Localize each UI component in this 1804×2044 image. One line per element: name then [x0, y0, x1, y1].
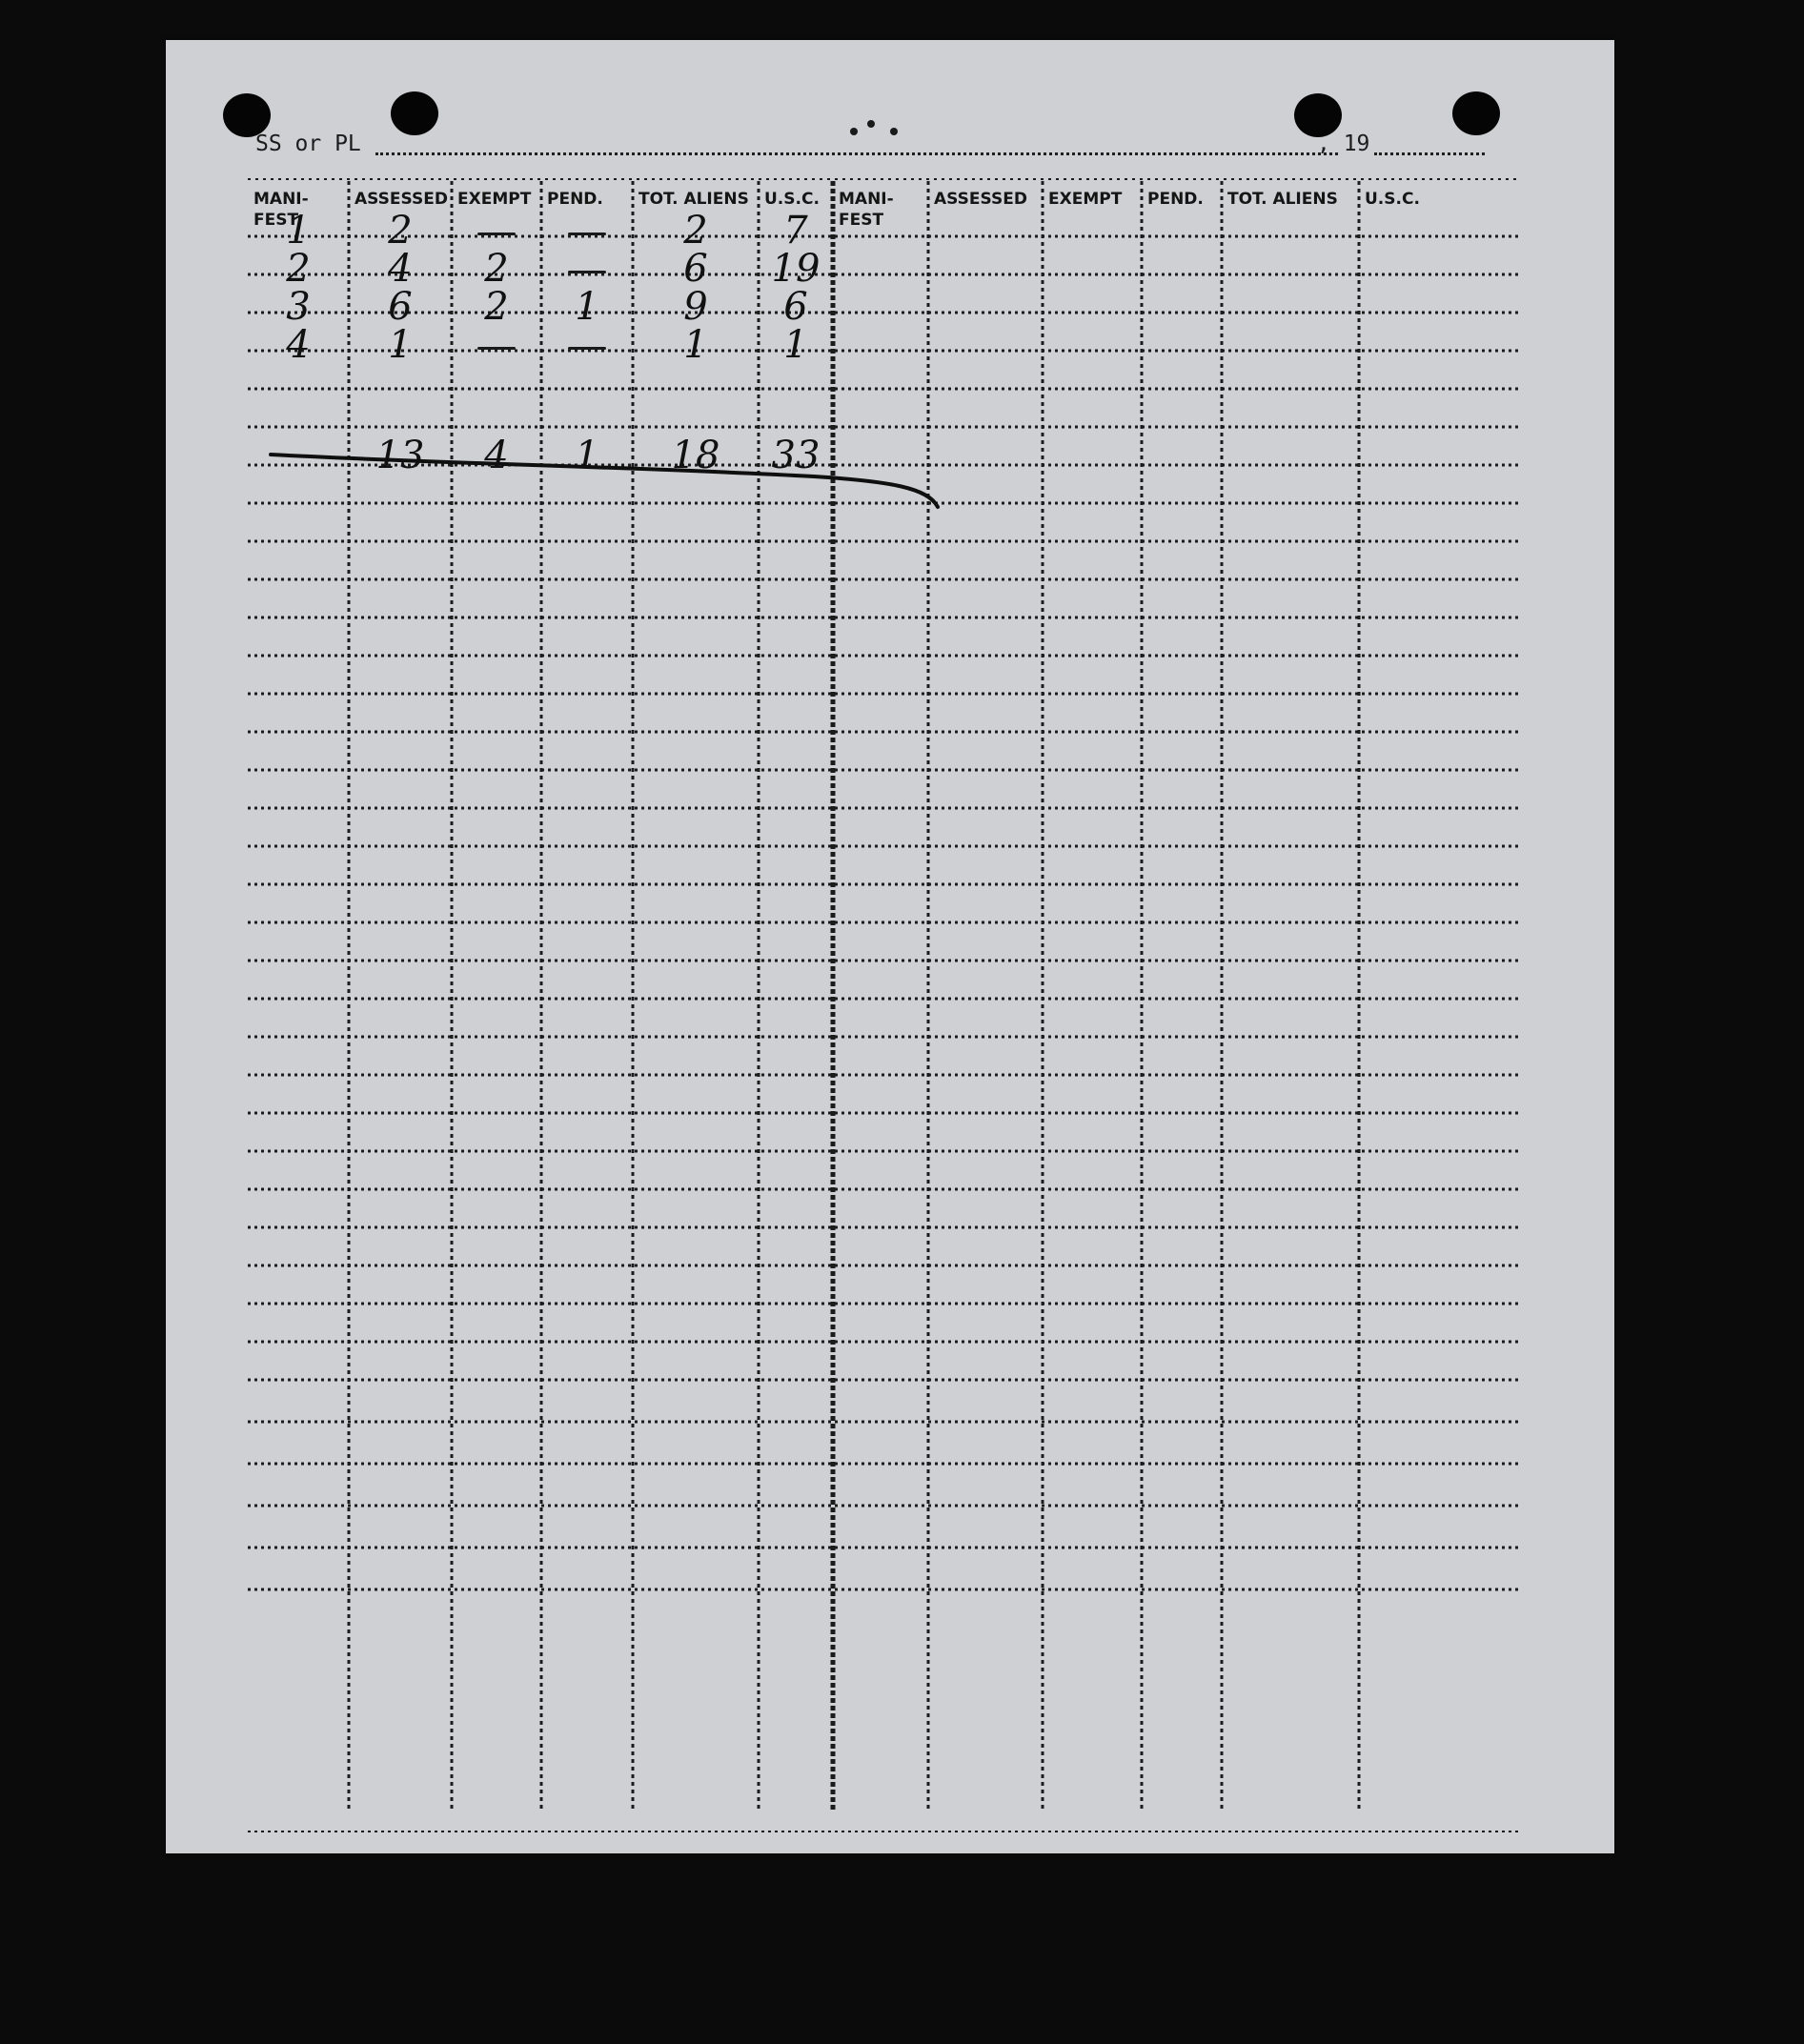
cell-manifest: 2	[286, 247, 311, 291]
cell-exempt: 2	[484, 285, 509, 329]
column-header-line: U.S.C.	[764, 190, 820, 209]
cell-assessed: 2	[388, 209, 413, 253]
total-underline-stroke	[166, 40, 1614, 1853]
form-sheet	[166, 40, 1614, 1853]
column-header-line: U.S.C.	[1365, 190, 1420, 209]
cell-manifest: 4	[286, 323, 311, 367]
total-tot-aliens: 18	[671, 434, 720, 477]
cell-tot-aliens: 2	[683, 209, 708, 253]
ss-or-pl-label: SS or PL	[255, 132, 361, 156]
total-usc: 33	[771, 434, 821, 477]
cell-usc: 7	[783, 209, 808, 253]
column-header-line: EXEMPT	[457, 190, 532, 209]
column-header-line: PEND.	[1147, 190, 1204, 209]
column-header-line: MANI-	[253, 190, 309, 209]
cell-tot-aliens: 1	[683, 323, 708, 367]
cell-pend: 1	[575, 285, 599, 329]
year-label: , 19	[1317, 132, 1370, 156]
cell-exempt: 2	[484, 247, 509, 291]
column-header-line: TOT. ALIENS	[1227, 190, 1338, 209]
cell-assessed: 4	[388, 247, 413, 291]
column-header-line: FEST	[253, 211, 299, 230]
column-header-line: MANI-	[839, 190, 894, 209]
cell-usc: 1	[783, 323, 808, 367]
total-pend: 1	[575, 434, 599, 477]
total-exempt: 4	[484, 434, 509, 477]
column-header-line: TOT. ALIENS	[638, 190, 749, 209]
cell-assessed: 1	[388, 323, 413, 367]
cell-tot-aliens: 9	[683, 285, 708, 329]
column-header-line: PEND.	[547, 190, 603, 209]
cell-tot-aliens: 6	[683, 247, 708, 291]
cell-assessed: 6	[388, 285, 413, 329]
cell-usc: 19	[771, 247, 821, 291]
cell-manifest: 1	[286, 209, 311, 253]
cell-manifest: 3	[286, 285, 311, 329]
cell-usc: 6	[783, 285, 808, 329]
column-header-line: ASSESSED	[355, 190, 448, 209]
column-header-line: EXEMPT	[1048, 190, 1123, 209]
total-assessed: 13	[375, 434, 425, 477]
column-header-line: FEST	[839, 211, 884, 230]
column-header-line: ASSESSED	[934, 190, 1027, 209]
